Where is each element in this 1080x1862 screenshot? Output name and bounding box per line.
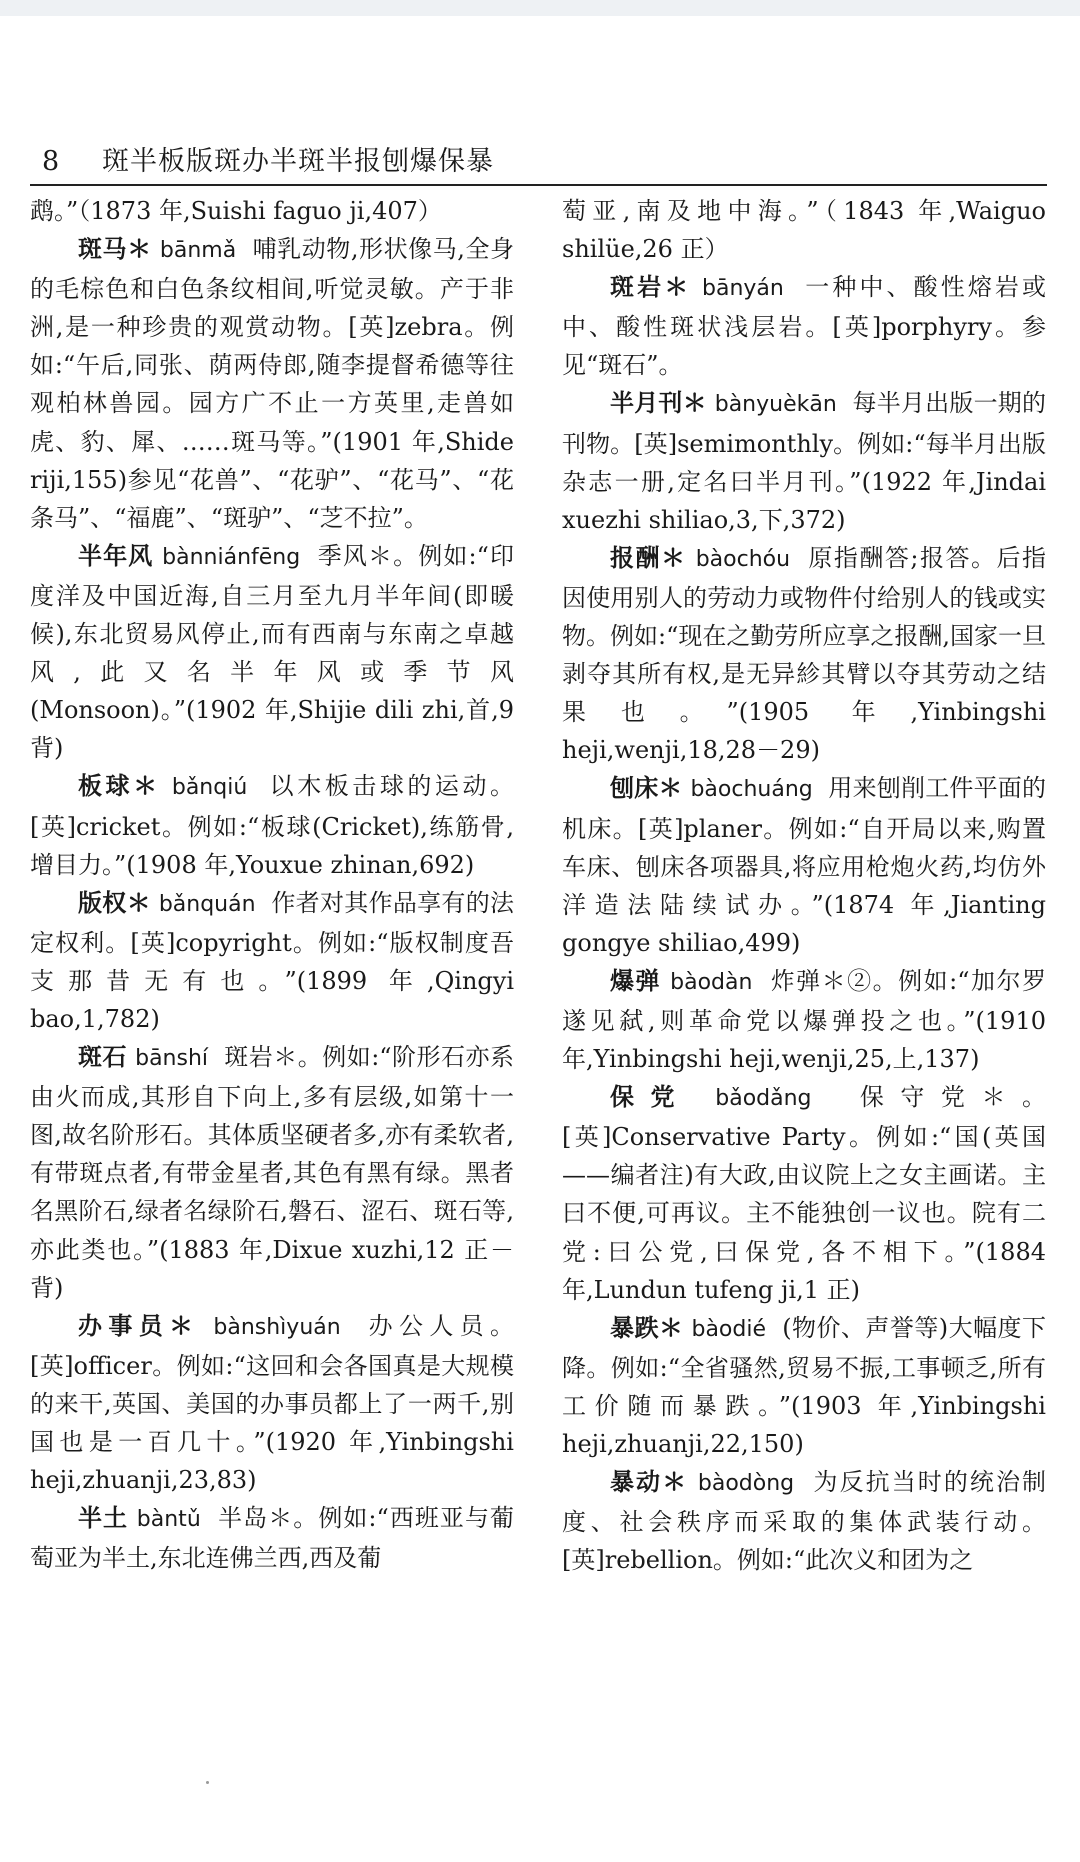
entry-text: 哺乳动物,形状像马,全身的毛棕色和白色条纹相间,听觉灵敏。产于非洲,是一种珍贵的观赏动物。[英]zebra。例如:“午后,同张、荫两侍郎,随李提督希德等往观柏林兽园。园方广不止一方英里,走兽如虎、豹、犀、……斑马等。”(1901 年,Shide riji,155)参见“花兽”、“花驴”、“花马”、“花条马”、“福鹿”、“斑驴”、“芝不拉”。 xyxy=(30,235,515,532)
entry-pinyin: bànshìyuán xyxy=(213,1314,341,1340)
entry-text: 一种中、酸性熔岩或中、酸性斑状浅层岩。[英]porphyry。参见“斑石”。 xyxy=(562,273,1046,380)
entry-pinyin: bàodié xyxy=(691,1316,767,1342)
entry-text: 鹉。”（1873 年,Suishi faguo ji,407） xyxy=(30,197,442,225)
entry-headword: 版权 xyxy=(78,887,127,917)
dictionary-entry xyxy=(30,1038,514,1307)
dictionary-entry xyxy=(562,962,1046,1078)
dictionary-entry xyxy=(562,1078,1046,1309)
dictionary-entry xyxy=(562,1463,1046,1579)
entry-star: ＊ xyxy=(658,1312,684,1342)
dictionary-entry xyxy=(562,1309,1046,1463)
dictionary-entry xyxy=(30,1499,514,1577)
dictionary-entry xyxy=(30,230,514,537)
entry-pinyin: bànyuèkān xyxy=(714,392,837,418)
entry-headword: 斑岩 xyxy=(610,272,665,302)
entry-pinyin: bàodòng xyxy=(697,1471,795,1497)
entry-text: 办公人员。[英]officer。例如:“这回和会各国真是大规模的来干,英国、美国的办事员都上了一两千,别国也是一百几十。”(1920 年,Yinbingshi heji,zhuanji,23,83) xyxy=(30,1311,515,1495)
right-column xyxy=(562,192,1046,1579)
entry-pinyin: bàodàn xyxy=(670,969,753,995)
entry-star: ＊ xyxy=(664,272,692,302)
entry-text: 保守党＊。[英]Conservative Party。例如:“国(英国——编者注)有大政,由议院上之女主画诺。主曰不便,可再议。主不能独创一议也。院有二党:曰公党,曰保党,各不相下。”(1884 年,Lundun tufeng ji,1 正) xyxy=(562,1083,1047,1304)
entry-pinyin: bàntǔ xyxy=(136,1507,201,1533)
entry-headword: 刨床 xyxy=(610,773,659,803)
entry-pinyin: bànniánfēng xyxy=(162,544,301,570)
header-title: 斑半板版斑办半斑半报刨爆保暴 xyxy=(102,146,494,177)
dictionary-entry xyxy=(562,384,1046,538)
entry-star: ＊ xyxy=(169,1310,200,1340)
top-band xyxy=(0,0,1080,16)
entry-headword: 暴跌 xyxy=(610,1312,659,1342)
entry-star: ＊ xyxy=(126,887,151,917)
entry-headword: 保党 xyxy=(610,1082,692,1112)
dictionary-entry xyxy=(562,539,1046,770)
entry-text: 用来刨削工件平面的机床。[英]planer。例如:“自开局以来,购置车床、刨床各项器具,将应用枪炮火药,均仿外洋造法陆续试办。”(1874 年,Jianting gongye shiliao,499) xyxy=(562,774,1047,957)
entry-pinyin: bàochóu xyxy=(695,546,791,572)
entry-text: (物价、声誉等)大幅度下降。例如:“全省骚然,贸易不振,工事顿乏,所有工价随而暴跌。”(1903 年,Yinbingshi heji,zhuanji,22,150) xyxy=(562,1313,1046,1458)
entry-text: 萄亚,南及地中海。”（1843 年,Waiguo shilüe,26 正） xyxy=(562,197,1046,264)
entry-headword: 报酬 xyxy=(610,542,662,572)
entry-pinyin: bǎnqiú xyxy=(171,775,248,801)
entry-headword: 半年风 xyxy=(78,540,154,570)
entry-pinyin: bānshí xyxy=(135,1046,209,1072)
entry-pinyin: bānyán xyxy=(702,276,784,302)
running-header xyxy=(30,140,1047,186)
entry-text: 季风＊。例如:“印度洋及中国近海,自三月至九月半年间(即暖候),东北贸易风停止,而有西南与东南之卓越风,此又名半年风或季节风(Monsoon)。”(1902 年,Shijie dili zhi,首,9 背) xyxy=(30,541,514,763)
entry-text: 为反抗当时的统治制度、社会秩序而采取的集体武装行动。[英]rebellion。例如:“此次义和团为之 xyxy=(562,1468,1047,1575)
entry-headword: 斑石 xyxy=(78,1042,127,1072)
dictionary-entry xyxy=(562,268,1046,384)
entry-star: ＊ xyxy=(682,388,707,418)
entry-pinyin: bānmǎ xyxy=(159,238,237,264)
entry-headword: 爆弹 xyxy=(610,965,661,995)
dictionary-entry xyxy=(562,192,1046,268)
dictionary-entry xyxy=(30,767,514,883)
entry-headword: 斑马 xyxy=(78,234,128,264)
entry-star: ＊ xyxy=(658,773,683,803)
entry-star: ＊ xyxy=(127,234,152,264)
entry-headword: 办事员 xyxy=(78,1310,170,1340)
entry-text: 作者对其作品享有的法定权利。[英]copyright。例如:“版权制度吾支那昔无有也。”(1899 年,Qingyi bao,1,782) xyxy=(30,888,515,1033)
dictionary-entry xyxy=(30,537,514,768)
entry-text: 半岛＊。例如:“西班亚与葡萄亚为半土,东北连佛兰西,西及葡 xyxy=(30,1504,515,1573)
entry-headword: 半土 xyxy=(78,1503,129,1533)
scan-speck xyxy=(206,1781,209,1784)
left-column xyxy=(30,192,514,1577)
entry-pinyin: bǎnquán xyxy=(158,891,256,917)
entry-star: ＊ xyxy=(662,1467,689,1497)
entry-pinyin: bàochuáng xyxy=(690,777,813,803)
dictionary-entry xyxy=(30,192,514,230)
entry-text: 斑岩＊。例如:“阶形石亦系由火而成,其形自下向上,多有层级,如第十一图,故名阶形石。其体质坚硬者多,亦有柔软者,有带斑点者,有带金星者,其色有黑有绿。黑者名黑阶石,绿者名绿阶石,磐石、涩石、斑石等,亦此类也。”(1883 年,Dixue xuzhi,12 正－背) xyxy=(30,1043,514,1302)
entry-star: ＊ xyxy=(133,771,161,801)
entry-text: 每半月出版一期的刊物。[英]semimonthly。例如:“每半月出版杂志一册,定名曰半月刊。”(1922 年,Jindai xuezhi shiliao,3,下,372) xyxy=(562,389,1047,534)
entry-star: ＊ xyxy=(661,542,687,572)
page-number: 8 xyxy=(42,146,61,177)
entry-text: 以木板击球的运动。[英]cricket。例如:“板球(Cricket),练筋骨,增目力。”(1908 年,Youxue zhinan,692) xyxy=(30,772,515,879)
entry-pinyin: bǎodǎng xyxy=(715,1086,812,1112)
dictionary-entry xyxy=(30,884,514,1038)
dictionary-entry xyxy=(562,769,1046,961)
entry-headword: 半月刊 xyxy=(610,388,683,418)
entry-headword: 暴动 xyxy=(610,1467,663,1497)
entry-text: 炸弹＊②。例如:“加尔罗遂见弑,则革命党以爆弹投之也。”(1910 年,Yinbingshi heji,wenji,25,上,137) xyxy=(562,966,1046,1074)
dictionary-entry xyxy=(30,1307,514,1499)
entry-text: 原指酬答;报答。后指因使用别人的劳动力或物件付给别人的钱或实物。例如:“现在之勤劳所应享之报酬,国家一旦剥夺其所有权,是无异紾其臂以夺其劳动之结果也。”(1905 年,Yinbingshi heji,wenji,18,28－29) xyxy=(562,543,1046,765)
entry-headword: 板球 xyxy=(78,771,134,801)
